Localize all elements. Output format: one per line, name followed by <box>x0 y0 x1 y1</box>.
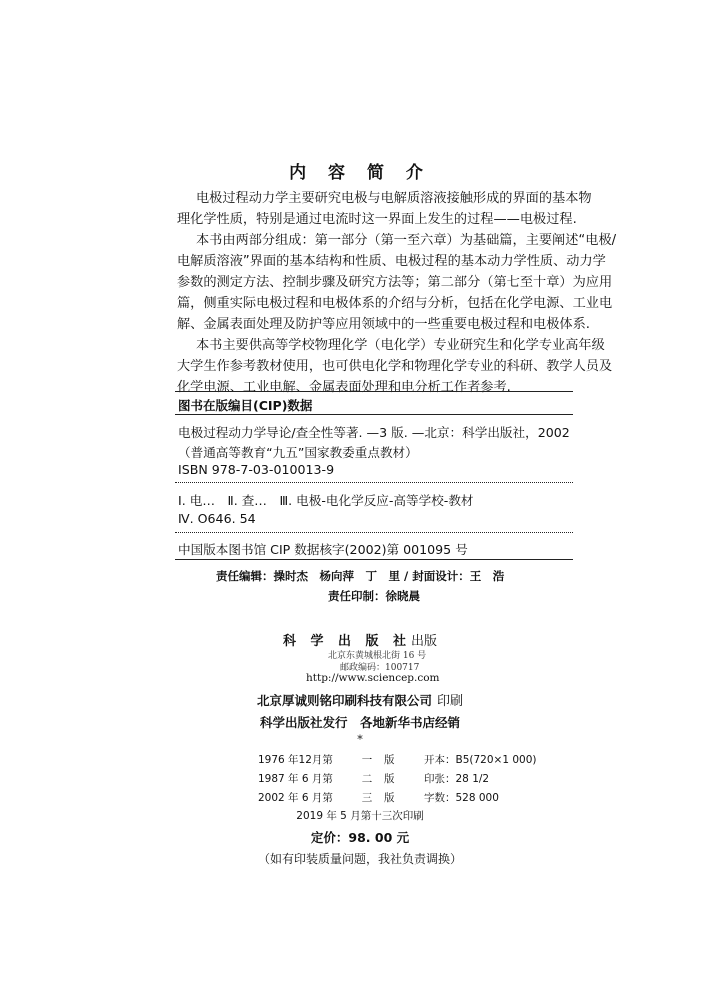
cip-subjects: Ⅰ. 电… Ⅱ. 查… Ⅲ. 电极-电化学反应-高等学校-教材 <box>178 493 474 508</box>
edition-row <box>258 788 536 807</box>
edition-date: 1976 年12月第 <box>258 754 333 766</box>
notice-line: （如有印装质量问题，我社负责调换） <box>257 852 462 866</box>
edition-date: 1987 年 6 月第 <box>258 773 333 785</box>
edition-kind: 版 <box>384 754 395 766</box>
separator-star: * <box>357 733 363 746</box>
cip-heading: 图书在版编目(CIP)数据 <box>178 398 313 413</box>
intro-line: 大学生作参考教材使用，也可供电化学和物理化学专业的科研、教学人员及 <box>177 359 613 374</box>
edition-number: 一 <box>361 754 373 766</box>
publisher-address: 北京东黄城根北街 16 号 <box>328 651 427 661</box>
cip-divider <box>175 532 573 533</box>
cip-top-rule <box>175 391 573 392</box>
publisher-suffix: 出版 <box>411 634 438 649</box>
intro-line: 理化学性质，特别是通过电流时这一界面上发生的过程——电极过程. <box>177 212 577 227</box>
edition-spec: 印张：28 1/2 <box>424 773 490 785</box>
printing-editor-line: 责任印制：徐晓晨 <box>328 589 420 603</box>
cip-book-line: 电极过程动力学导论/查全性等著. —3 版. —北京：科学出版社，2002 <box>178 425 570 440</box>
edition-kind: 版 <box>384 773 395 785</box>
intro-line: 篇，侧重实际电极过程和电极体系的介绍与分析，包括在化学电源、工业电 <box>177 296 613 311</box>
editors-line: 责任编辑：操时杰 杨向萍 丁 里 / 封面设计：王 浩 <box>216 569 505 583</box>
edition-row <box>258 750 536 769</box>
edition-number: 三 <box>361 792 373 804</box>
intro-line: 化学电源、工业电解、金属表面处理和电分析工作者参考. <box>177 380 511 395</box>
cip-classification: Ⅳ. O646. 54 <box>178 511 256 526</box>
edition-number: 二 <box>361 773 373 785</box>
intro-line: 参数的测定方法、控制步骤及研究方法等；第二部分（第七至十章）为应用 <box>177 275 613 290</box>
printer-name: 北京厚诚则铭印刷科技有限公司 <box>256 693 432 708</box>
cip-isbn: ISBN 978-7-03-010013-9 <box>178 462 335 477</box>
intro-line: 本书主要供高等学校物理化学（电化学）专业研究生和化学专业高年级 <box>196 338 605 353</box>
intro-line: 本书由两部分组成：第一部分（第一至六章）为基础篇，主要阐述“电极/ <box>196 233 617 248</box>
intro-line: 电极过程动力学主要研究电极与电解质溶液接触形成的界面的基本物 <box>196 191 592 206</box>
cip-series-line: （普通高等教育“九五”国家教委重点教材） <box>178 445 418 460</box>
intro-line: 解、金属表面处理及防护等应用领域中的一些重要电极过程和电极体系. <box>177 317 591 332</box>
price-line: 定价：98. 00 元 <box>310 830 410 845</box>
printer-line <box>0 690 720 709</box>
cip-divider <box>175 482 573 483</box>
publisher-line <box>0 630 720 649</box>
printer-suffix: 印刷 <box>437 694 464 709</box>
publisher-url: http://www.sciencep.com <box>306 672 440 684</box>
distribution-line: 科学出版社发行 各地新华书店经销 <box>259 715 460 730</box>
cip-heading-rule <box>175 414 573 415</box>
edition-row <box>258 769 536 788</box>
intro-line: 电解质溶液”界面的基本结构和性质、电极过程的基本动力学性质、动力学 <box>177 254 606 269</box>
edition-spec: 开本：B5(720×1 000) <box>424 754 537 766</box>
imprint-line: 2019 年 5 月第十三次印刷 <box>296 810 424 822</box>
edition-date: 2002 年 6 月第 <box>258 792 333 804</box>
publisher-postcode: 邮政编码：100717 <box>340 663 420 673</box>
page-title: 内 容 简 介 <box>289 163 431 183</box>
edition-spec: 字数：528 000 <box>424 792 499 804</box>
edition-table <box>258 750 536 807</box>
publisher-name: 科 学 出 版 社 <box>282 634 412 649</box>
edition-kind: 版 <box>384 792 395 804</box>
cip-number: 中国版本图书馆 CIP 数据核字(2002)第 001095 号 <box>178 542 468 557</box>
cip-bottom-rule <box>175 559 573 560</box>
